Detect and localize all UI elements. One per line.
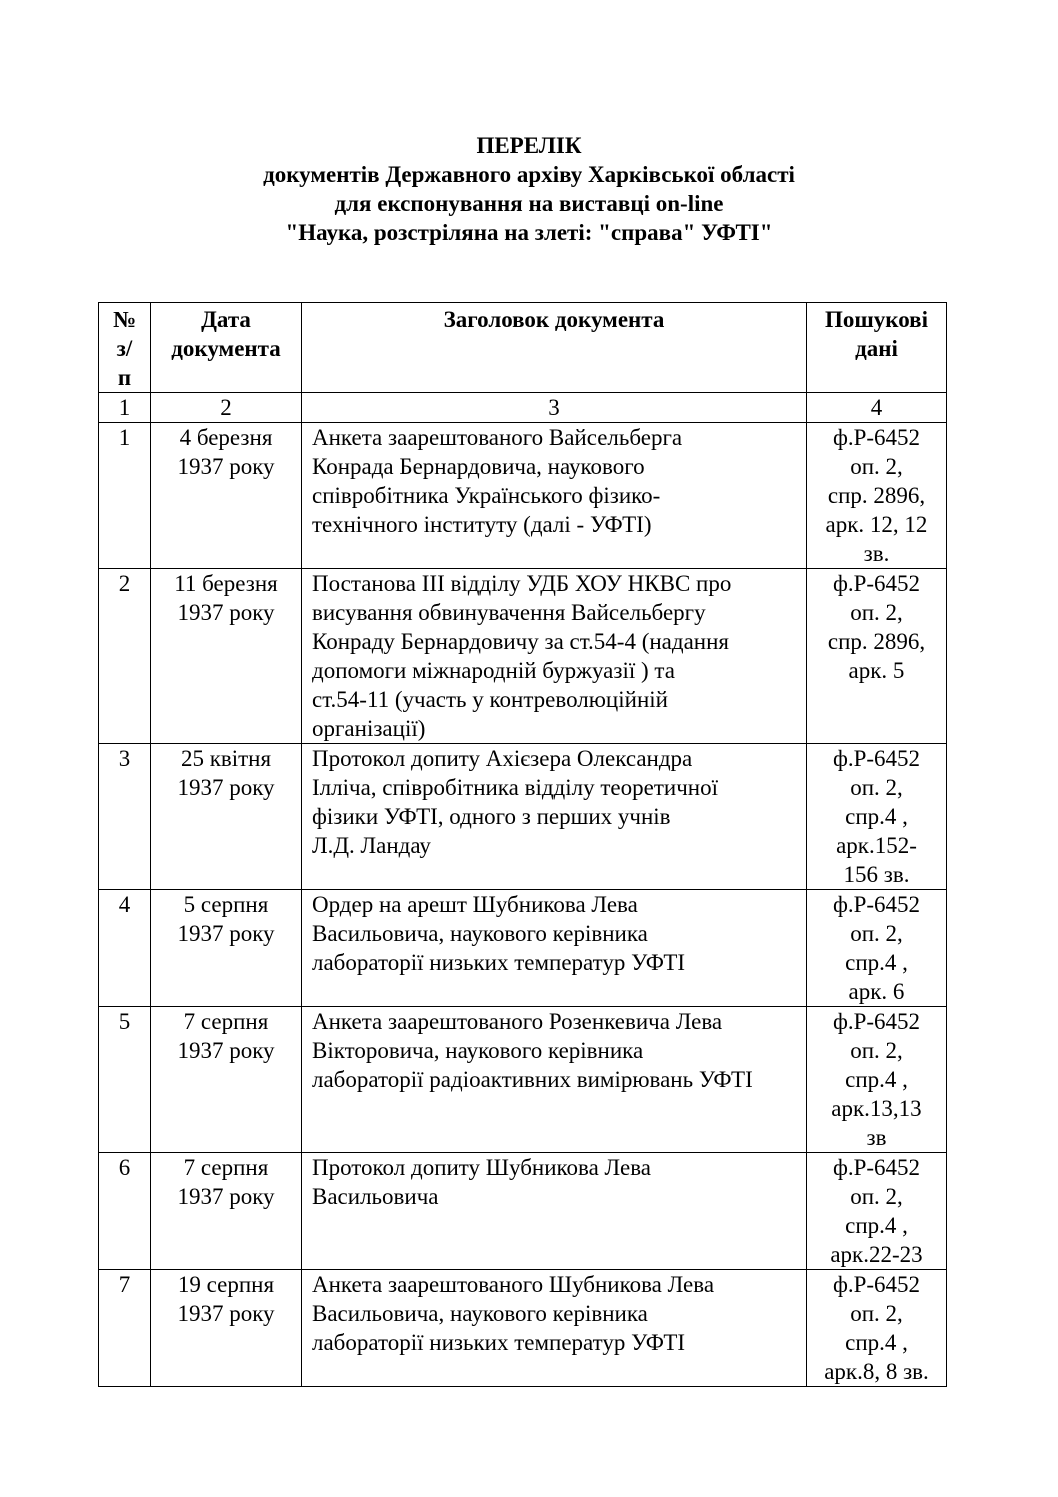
row-date [151,1007,302,1153]
row-document-title-line: лабораторії радіоактивних вимірювань УФТІ [312,1067,753,1092]
row-document-title-line: Конрада Бернардовича, наукового [312,454,645,479]
row-document-title [302,1153,807,1270]
column-number: 2 [151,393,302,423]
table-row [99,569,947,744]
row-date-line: 1937 року [177,454,275,479]
row-archive-reference-line: ф.Р-6452 [832,892,921,917]
row-archive-reference-line: спр.4 , [845,1067,908,1092]
row-archive-reference [807,890,947,1007]
row-date [151,890,302,1007]
document-subtitle-line-2: для експонування на виставці on-line [334,191,724,216]
row-document-title-line: Ілліча, співробітника відділу теоретичної [312,775,718,800]
row-document-title-line: Васильовича, наукового керівника [312,921,648,946]
row-document-title-line: Постанова ІІІ відділу УДБ ХОУ НКВС про [312,571,732,596]
column-number: 3 [302,393,807,423]
table-row [99,744,947,890]
row-date-line: 11 березня [174,571,278,596]
row-archive-reference-line: ф.Р-6452 [832,1155,921,1180]
row-archive-reference-line: арк. 12, 12 [825,512,928,537]
documents-table [98,302,947,1387]
row-date-line: 1937 року [177,1038,275,1063]
row-document-title-line: Протокол допиту Ахієзера Олександра [312,746,693,771]
row-date-line: 7 серпня [183,1155,269,1180]
row-archive-reference-line: спр. 2896, [827,629,926,654]
row-document-title-line: допомоги міжнародній буржуазії ) та [312,658,675,683]
row-date-line: 19 серпня [177,1272,275,1297]
row-archive-reference-line: зв. [863,541,890,566]
table-row [99,1153,947,1270]
row-date-line: 1937 року [177,921,275,946]
row-archive-reference-line: арк.13,13 [831,1096,922,1121]
header-num: № з/ п [99,303,151,393]
row-date [151,744,302,890]
row-archive-reference-line: арк.8, 8 зв. [824,1359,929,1384]
row-document-title-line: Л.Д. Ландау [312,833,431,858]
row-date-line: 1937 року [177,1184,275,1209]
table-row [99,423,947,569]
row-document-title [302,423,807,569]
row-archive-reference-line: арк.152- [836,833,917,858]
row-archive-reference-line: оп. 2, [850,1038,903,1063]
row-document-title-line: Вікторовича, наукового керівника [312,1038,644,1063]
row-archive-reference-line: спр. 2896, [827,483,926,508]
row-date [151,569,302,744]
row-document-title-line: співробітника Українського фізико- [312,483,661,508]
row-number: 5 [99,1007,151,1153]
row-date-line: 1937 року [177,1301,275,1326]
row-date-line: 25 квітня [180,746,272,771]
row-number: 3 [99,744,151,890]
row-document-title-line: Анкета заарештованого Розенкевича Лева [312,1009,723,1034]
row-archive-reference-line: оп. 2, [850,454,903,479]
row-archive-reference-line: арк. 5 [848,658,905,683]
row-archive-reference-line: оп. 2, [850,1184,903,1209]
row-archive-reference [807,1007,947,1153]
row-document-title-line: лабораторії низьких температур УФТІ [312,1330,686,1355]
row-archive-reference-line: спр.4 , [845,1330,908,1355]
row-archive-reference [807,569,947,744]
row-document-title-line: організації) [312,716,426,741]
row-number: 2 [99,569,151,744]
header-date: Дата документа [151,303,302,393]
column-number: 1 [99,393,151,423]
row-archive-reference-line: 156 зв. [843,862,910,887]
row-document-title [302,1007,807,1153]
row-archive-reference-line: спр.4 , [845,804,908,829]
row-archive-reference-line: оп. 2, [850,775,903,800]
row-archive-reference [807,423,947,569]
row-document-title-line: лабораторії низьких температур УФТІ [312,950,686,975]
row-document-title [302,890,807,1007]
row-archive-reference-line: ф.Р-6452 [832,1009,921,1034]
row-document-title-line: Анкета заарештованого Вайсельберга [312,425,683,450]
table-row [99,890,947,1007]
row-archive-reference-line: ф.Р-6452 [832,425,921,450]
row-number: 4 [99,890,151,1007]
table-header-row [99,303,947,393]
row-document-title-line: Васильовича, наукового керівника [312,1301,648,1326]
row-document-title-line: висування обвинувачення Вайсельбергу [312,600,706,625]
row-archive-reference-line: арк. 6 [848,979,905,1004]
row-date [151,1153,302,1270]
row-archive-reference-line: зв [866,1125,887,1150]
row-archive-reference-line: ф.Р-6452 [832,571,921,596]
row-number: 6 [99,1153,151,1270]
header-ref: Пошукові дані [807,303,947,393]
row-archive-reference-line: ф.Р-6452 [832,746,921,771]
document-subtitle-line-1: документів Державного архіву Харківської області [263,162,795,187]
row-archive-reference-line: ф.Р-6452 [832,1272,921,1297]
row-archive-reference-line: оп. 2, [850,921,903,946]
row-document-title-line: технічного інституту (далі - УФТІ) [312,512,652,537]
row-document-title-line: Анкета заарештованого Шубникова Лева [312,1272,715,1297]
row-date [151,1270,302,1387]
row-archive-reference-line: спр.4 , [845,950,908,975]
row-document-title-line: Ордер на арешт Шубникова Лева [312,892,638,917]
row-date-line: 5 серпня [183,892,269,917]
row-archive-reference-line: спр.4 , [845,1213,908,1238]
row-archive-reference-line: арк.22-23 [830,1242,923,1267]
row-number: 1 [99,423,151,569]
header-title: Заголовок документа [302,303,807,393]
column-number-row [99,393,947,423]
row-archive-reference [807,1270,947,1387]
row-number: 7 [99,1270,151,1387]
row-document-title-line: Васильовича [312,1184,439,1209]
row-document-title [302,744,807,890]
row-document-title-line: Конраду Бернардовичу за ст.54-4 (надання [312,629,729,654]
document-title: ПЕРЕЛІК [476,133,582,158]
row-archive-reference [807,744,947,890]
row-document-title [302,569,807,744]
row-document-title-line: фізики УФТІ, одного з перших учнів [312,804,671,829]
row-document-title-line: Протокол допиту Шубникова Лева [312,1155,651,1180]
document-subtitle-line-3: "Наука, розстріляна на злеті: "справа" УФТІ" [285,220,773,245]
table-row [99,1007,947,1153]
row-date-line: 1937 року [177,775,275,800]
row-date-line: 4 березня [179,425,273,450]
row-archive-reference-line: оп. 2, [850,1301,903,1326]
table-row [99,1270,947,1387]
row-archive-reference [807,1153,947,1270]
row-date-line: 7 серпня [183,1009,269,1034]
row-document-title-line: ст.54-11 (участь у контреволюційній [312,687,668,712]
row-document-title [302,1270,807,1387]
row-date-line: 1937 року [177,600,275,625]
document-title-block [0,131,1058,247]
row-date [151,423,302,569]
column-number: 4 [807,393,947,423]
row-archive-reference-line: оп. 2, [850,600,903,625]
